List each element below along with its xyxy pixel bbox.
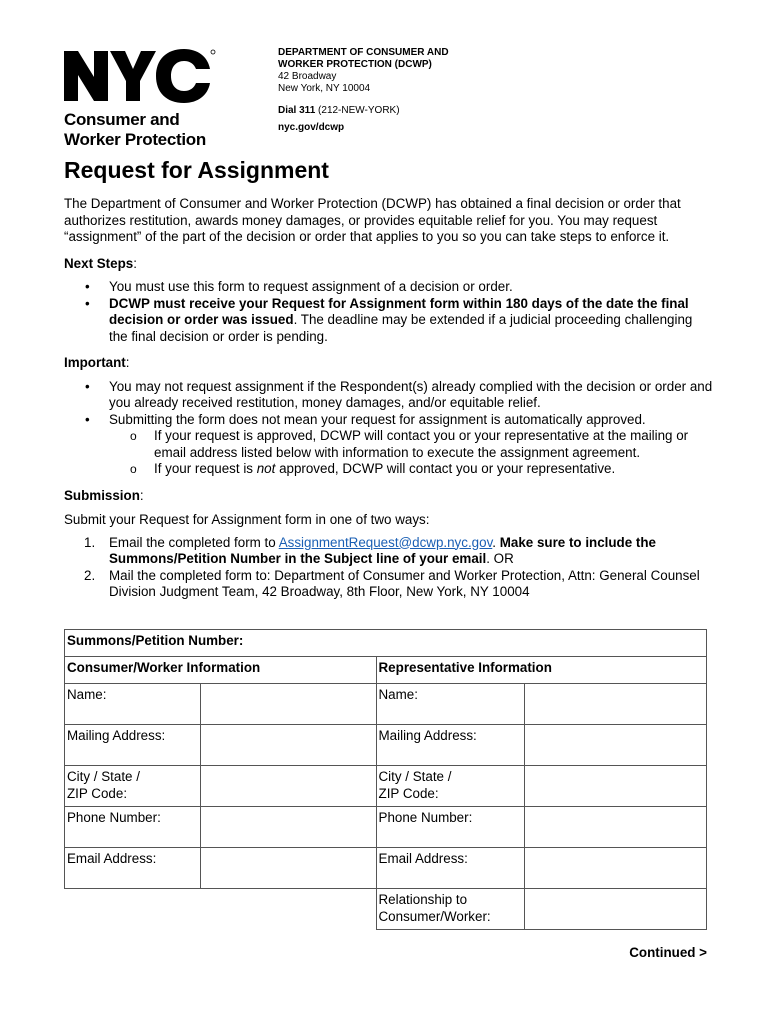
consumer-mailing-input[interactable]: [200, 725, 376, 766]
rep-email-input[interactable]: [525, 848, 707, 889]
rep-name-label: Name:: [376, 684, 525, 725]
consumer-phone-input[interactable]: [200, 807, 376, 848]
nyc-logo-mark-icon: [64, 47, 216, 103]
rep-mailing-input[interactable]: [525, 725, 707, 766]
dept-dial: [278, 105, 449, 117]
rep-mailing-label: Mailing Address:: [376, 725, 525, 766]
logo-text: [64, 110, 224, 150]
list-item: • You may not request assignment if the Respondent(s) already complied with the decision or order and you already received restitution, money damages, and/or equitable relief.: [64, 379, 714, 412]
department-info: [278, 47, 449, 134]
consumer-name-input[interactable]: [200, 684, 376, 725]
list-item: • You must use this form to request assignment of a decision or order.: [64, 279, 714, 296]
consumer-email-label: Email Address:: [65, 848, 201, 889]
important-sublist: [109, 428, 714, 478]
list-item: 2. Mail the completed form to: Department of Consumer and Worker Protection, Attn: General Counsel Division Judgment Team, 42 Broadway, 8th Floor, New York, NY 10004: [84, 567, 700, 599]
summons-number-field[interactable]: Summons/Petition Number:: [65, 630, 707, 657]
consumer-name-label: Name:: [65, 684, 201, 725]
dept-name-2: WORKER PROTECTION (DCWP): [278, 59, 432, 70]
page-title: Request for Assignment: [64, 157, 329, 183]
rep-phone-input[interactable]: [525, 807, 707, 848]
rep-header: Representative Information: [376, 657, 706, 684]
list-item: • DCWP must receive your Request for Assignment form within 180 days of the date the final decision or order was issued. The deadline may be extended if a judicial proceeding challenging the final decision or order is pending.: [64, 296, 714, 346]
dept-address-2: New York, NY 10004: [278, 83, 371, 94]
next-steps-heading: Next Steps:: [64, 255, 137, 271]
instructions: [64, 196, 714, 601]
rep-email-label: Email Address:: [376, 848, 525, 889]
assignment-email-link[interactable]: AssignmentRequest@dcwp.nyc.gov: [278, 534, 493, 550]
intro-paragraph: The Department of Consumer and Worker Protection (DCWP) has obtained a final decision or order that authorizes restitution, awards money damages, or provides equitable relief for you. You may request “assignment” of the part of the decision or order that applies to you so you can take steps to enforce it.: [64, 196, 681, 244]
consumer-mailing-label: Mailing Address:: [65, 725, 201, 766]
request-form-table: [64, 629, 707, 930]
dept-name-1: DEPARTMENT OF CONSUMER AND: [278, 47, 449, 58]
logo-line-2: Worker Protection: [64, 130, 206, 149]
continued-label: Continued >: [629, 945, 707, 960]
consumer-header: Consumer/Worker Information: [65, 657, 377, 684]
rep-city-label: City / State / ZIP Code:: [376, 766, 525, 807]
submission-intro: Submit your Request for Assignment form in one of two ways:: [64, 512, 430, 527]
dial-number: (212-NEW-YORK): [318, 105, 400, 116]
submission-steps: [64, 535, 714, 601]
dept-address-1: 42 Broadway: [278, 71, 337, 82]
dial-label: Dial 311: [278, 105, 316, 116]
list-item: 1. Email the completed form to AssignmentRequest@dcwp.nyc.gov. Make sure to include the Summons/Petition Number in the Subject line of your email. OR: [84, 534, 656, 566]
list-item: o If your request is not approved, DCWP will contact you or your representative.: [109, 461, 714, 478]
list-item: o If your request is approved, DCWP will contact you or your representative at the mailing or email address listed below with information to execute the assignment agreement.: [109, 428, 714, 461]
rep-phone-label: Phone Number:: [376, 807, 525, 848]
nyc-logo: [64, 47, 224, 150]
rep-name-input[interactable]: [525, 684, 707, 725]
submission-heading: Submission:: [64, 487, 144, 503]
list-item: • Submitting the form does not mean your request for assignment is automatically approved. o If your request is approved, DCWP will contact you or your representative at the mailing or email address listed below with information to execute the assignment agreement. o If your request is not approved, DCWP will contact you or your representative.: [64, 412, 714, 478]
consumer-city-label: City / State / ZIP Code:: [65, 766, 201, 807]
important-list: [64, 379, 714, 478]
logo-line-1: Consumer and: [64, 110, 180, 129]
consumer-phone-label: Phone Number:: [65, 807, 201, 848]
next-steps-list: [64, 279, 714, 345]
consumer-email-input[interactable]: [200, 848, 376, 889]
relationship-input[interactable]: [525, 889, 707, 930]
relationship-label: Relationship to Consumer/Worker:: [376, 889, 525, 930]
important-heading: Important:: [64, 355, 130, 370]
consumer-city-input[interactable]: [200, 766, 376, 807]
rep-city-input[interactable]: [525, 766, 707, 807]
dept-website[interactable]: nyc.gov/dcwp: [278, 122, 345, 133]
